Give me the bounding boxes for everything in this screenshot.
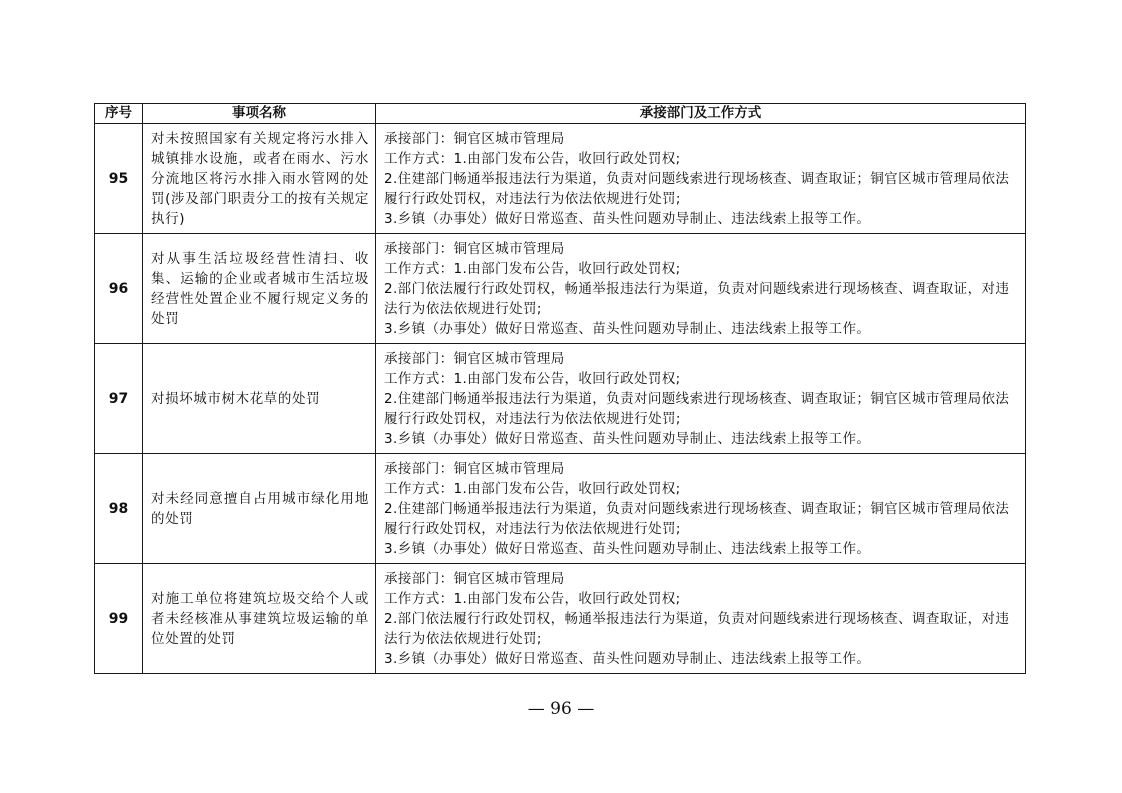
row-item-name: 对施工单位将建筑垃圾交给个人或者未经核准从事建筑垃圾运输的单位处置的处罚 xyxy=(143,564,376,674)
row-department-method xyxy=(376,564,1026,674)
header-serial-number: 序号 xyxy=(95,104,143,124)
method-line: 3.乡镇（办事处）做好日常巡查、苗头性问题劝导制止、违法线索上报等工作。 xyxy=(384,650,871,667)
row-serial-number: 96 xyxy=(95,234,143,344)
method-line: 2.住建部门畅通举报违法行为渠道，负责对问题线索进行现场核查、调查取证；铜官区城市管理局依法履行行政处罚权，对违法行为依法依规进行处罚; xyxy=(384,500,1010,537)
row-department-method xyxy=(376,124,1026,234)
row-serial-number: 99 xyxy=(95,564,143,674)
table-header-row xyxy=(95,104,1026,124)
department-line: 承接部门：铜官区城市管理局 xyxy=(384,130,565,147)
header-item-name: 事项名称 xyxy=(143,104,376,124)
row-department-method xyxy=(376,234,1026,344)
row-item-name: 对从事生活垃圾经营性清扫、收集、运输的企业或者城市生活垃圾经营性处置企业不履行规定义务的处罚 xyxy=(143,234,376,344)
method-line: 工作方式：1.由部门发布公告，收回行政处罚权; xyxy=(384,370,681,387)
method-line: 3.乡镇（办事处）做好日常巡查、苗头性问题劝导制止、违法线索上报等工作。 xyxy=(384,320,871,337)
row-item-name: 对未经同意擅自占用城市绿化用地的处罚 xyxy=(143,454,376,564)
page-number: — 96 — xyxy=(527,699,595,719)
table-row xyxy=(95,454,1026,564)
table-row xyxy=(95,564,1026,674)
department-line: 承接部门：铜官区城市管理局 xyxy=(384,570,565,587)
row-department-method xyxy=(376,454,1026,564)
method-line: 工作方式：1.由部门发布公告，收回行政处罚权; xyxy=(384,590,681,607)
row-item-name: 对损坏城市树木花草的处罚 xyxy=(143,344,376,454)
row-serial-number: 97 xyxy=(95,344,143,454)
row-serial-number: 95 xyxy=(95,124,143,234)
row-department-method xyxy=(376,344,1026,454)
method-line: 3.乡镇（办事处）做好日常巡查、苗头性问题劝导制止、违法线索上报等工作。 xyxy=(384,540,871,557)
row-item-name: 对未按照国家有关规定将污水排入城镇排水设施，或者在雨水、污水分流地区将污水排入雨水管网的处罚(涉及部门职责分工的按有关规定执行) xyxy=(143,124,376,234)
header-department-and-method: 承接部门及工作方式 xyxy=(376,104,1026,124)
method-line: 2.部门依法履行行政处罚权，畅通举报违法行为渠道，负责对问题线索进行现场核查、调查取证，对违法行为依法依规进行处罚; xyxy=(384,280,1010,317)
method-line: 2.部门依法履行行政处罚权，畅通举报违法行为渠道，负责对问题线索进行现场核查、调查取证，对违法行为依法依规进行处罚; xyxy=(384,610,1010,647)
row-serial-number: 98 xyxy=(95,454,143,564)
method-line: 工作方式：1.由部门发布公告，收回行政处罚权; xyxy=(384,150,681,167)
items-table xyxy=(94,103,1026,674)
table-row xyxy=(95,124,1026,234)
department-line: 承接部门：铜官区城市管理局 xyxy=(384,350,565,367)
method-line: 工作方式：1.由部门发布公告，收回行政处罚权; xyxy=(384,480,681,497)
department-line: 承接部门：铜官区城市管理局 xyxy=(384,240,565,257)
method-line: 2.住建部门畅通举报违法行为渠道，负责对问题线索进行现场核查、调查取证；铜官区城市管理局依法履行行政处罚权，对违法行为依法依规进行处罚; xyxy=(384,170,1010,207)
table-row xyxy=(95,344,1026,454)
department-line: 承接部门：铜官区城市管理局 xyxy=(384,460,565,477)
method-line: 2.住建部门畅通举报违法行为渠道，负责对问题线索进行现场核查、调查取证；铜官区城市管理局依法履行行政处罚权，对违法行为依法依规进行处罚; xyxy=(384,390,1010,427)
method-line: 工作方式：1.由部门发布公告，收回行政处罚权; xyxy=(384,260,681,277)
method-line: 3.乡镇（办事处）做好日常巡查、苗头性问题劝导制止、违法线索上报等工作。 xyxy=(384,210,871,227)
table-row xyxy=(95,234,1026,344)
method-line: 3.乡镇（办事处）做好日常巡查、苗头性问题劝导制止、违法线索上报等工作。 xyxy=(384,430,871,447)
